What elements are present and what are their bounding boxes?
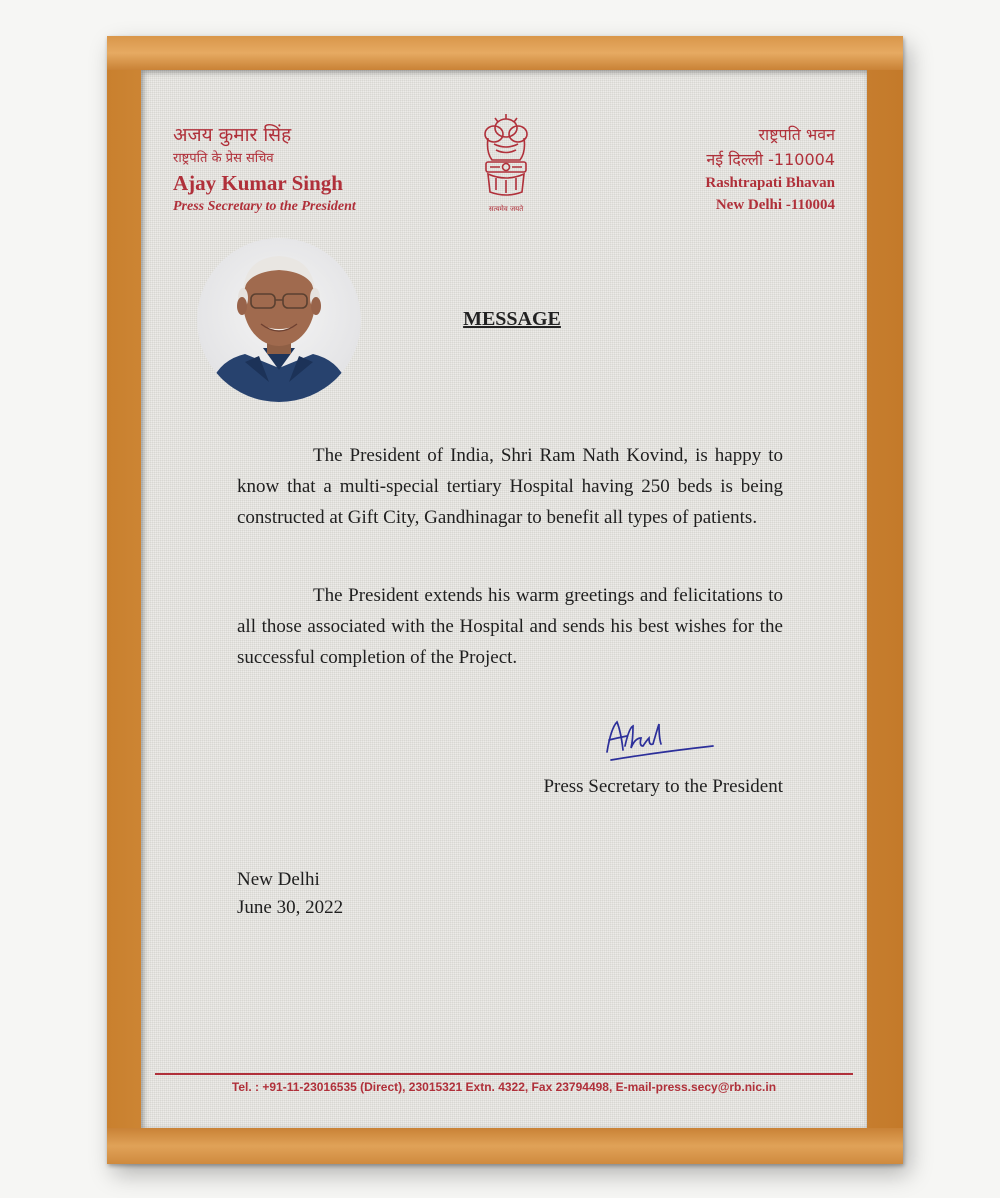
national-emblem (471, 112, 541, 222)
footer-contact: Tel. : +91-11-23016535 (Direct), 23015321 Extn. 4322, Fax 23794498, E-mail-press.secy@rb.nic.in (231, 1080, 777, 1094)
address-english-city: New Delhi -110004 (715, 197, 835, 213)
letter-canvas (141, 70, 867, 1128)
message-paragraph-2: The President extends his warm greetings and felicitations to all those associated with the Hospital and sends his best wishes for the successful completion of the Project. (237, 585, 783, 668)
sender-block (173, 122, 433, 218)
sender-english-title: Press Secretary to the President (173, 199, 356, 214)
address-block (615, 122, 835, 216)
frame-top-rail (107, 36, 903, 70)
place-and-date (237, 866, 343, 922)
portrait-image (197, 238, 361, 402)
address-english-place: Rashtrapati Bhavan (705, 175, 835, 191)
letter-place: New Delhi (237, 869, 320, 890)
message-paragraph-1: The President of India, Shri Ram Nath Kovind, is happy to know that a multi-special tertiary Hospital having 250 beds is being constructed at Gift City, Gandhinagar to benefit all types of patients. (237, 445, 783, 528)
sender-hindi-name: अजय कुमार सिंह (173, 124, 292, 146)
lion-capital-icon (476, 112, 536, 204)
letter-date: June 30, 2022 (237, 897, 344, 918)
signature-drawing (599, 716, 719, 764)
signatory-title: Press Secretary to the President (543, 776, 783, 797)
footer-divider (155, 1073, 853, 1075)
sender-hindi-title: राष्ट्रपति के प्रेस सचिव (173, 151, 274, 166)
address-hindi-place: राष्ट्रपति भवन (758, 125, 835, 144)
picture-frame (107, 36, 903, 1164)
handwritten-signature (599, 716, 719, 764)
president-portrait (197, 238, 361, 402)
address-hindi-city: नई दिल्ली -110004 (706, 150, 835, 169)
frame-bottom-rail (107, 1128, 903, 1164)
message-heading: MESSAGE (463, 308, 561, 330)
sender-english-name: Ajay Kumar Singh (173, 171, 343, 195)
emblem-motto: सत्यमेव जयते (488, 205, 524, 213)
